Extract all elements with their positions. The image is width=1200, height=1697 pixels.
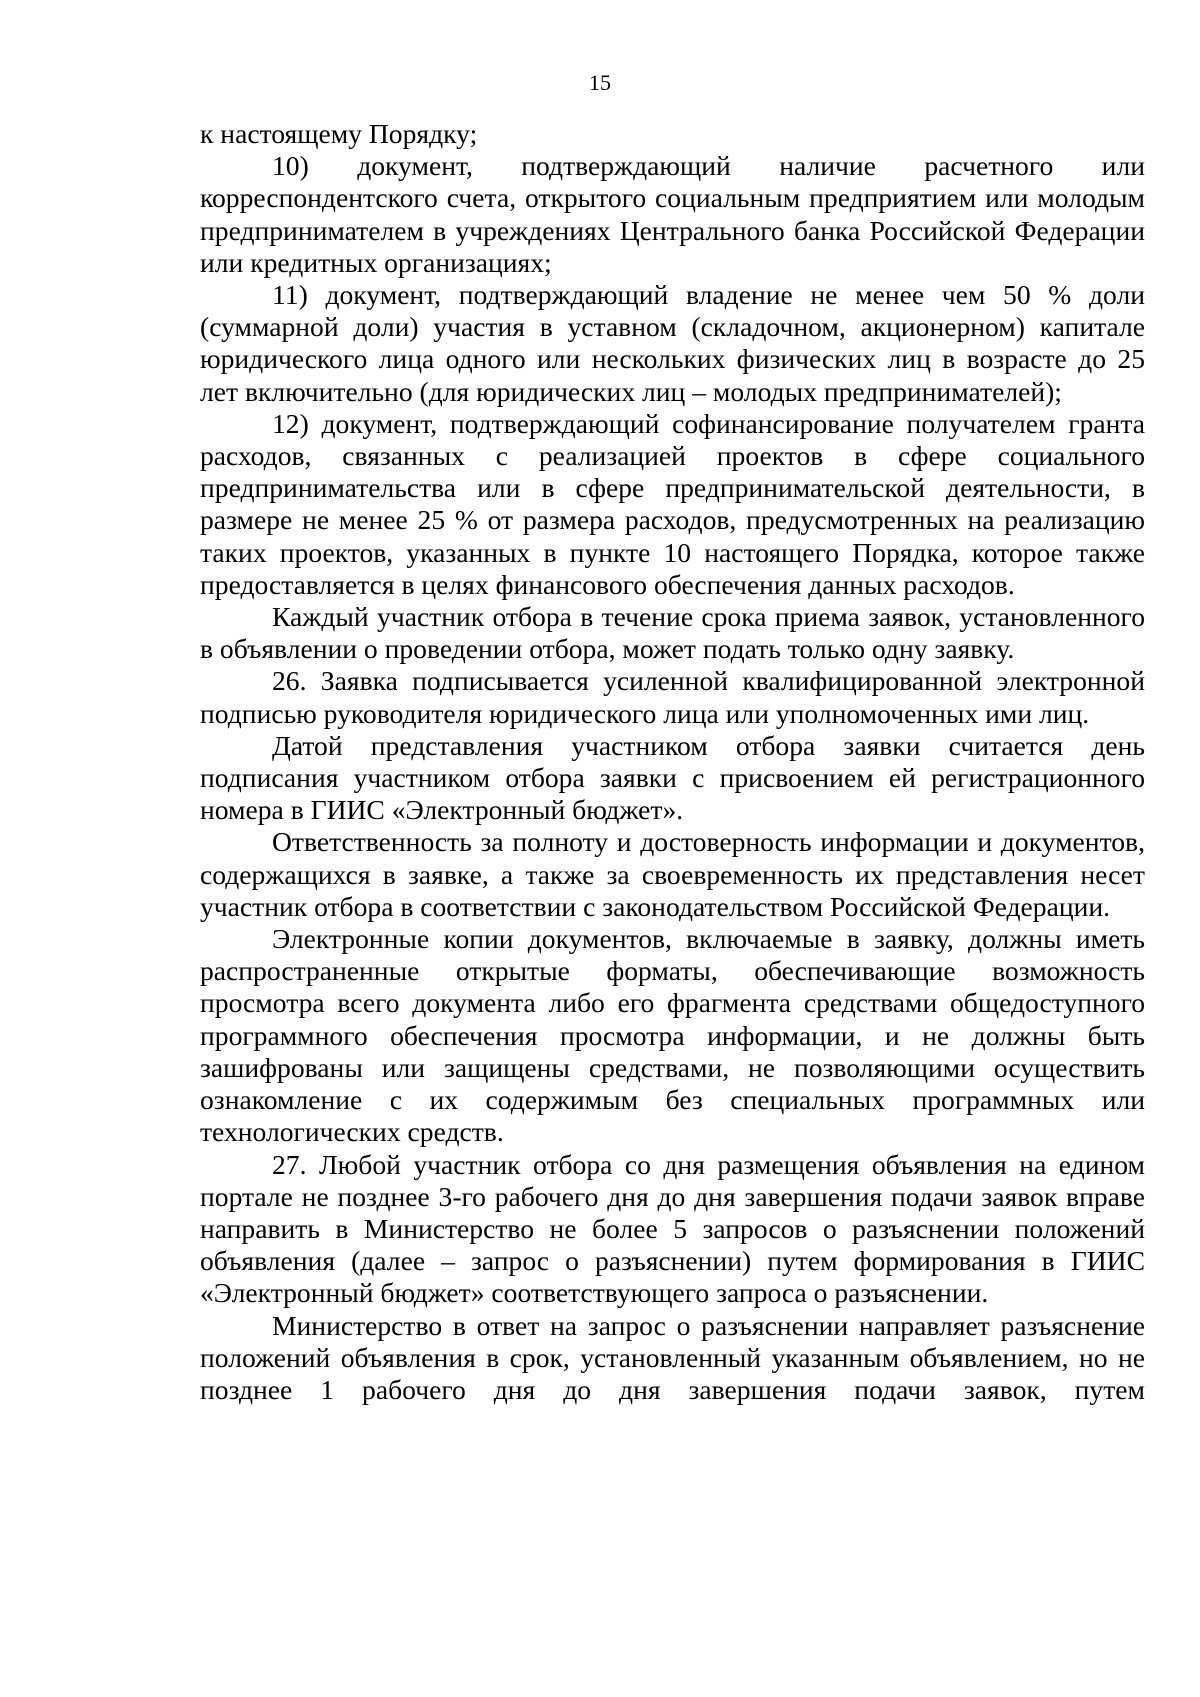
paragraph-26: 26. Заявка подписывается усиленной квалифицированной электронной подписью руководителя юридического лица или уполномоченных ими лиц. (200, 665, 1145, 729)
paragraph-item-11: 11) документ, подтверждающий владение не менее чем 50 % доли (суммарной доли) участия в уставном (складочном, акционерном) капитале юридического лица одного или нескольких физических лиц в возрасте до 25 лет включительно (для юридических лиц – молодых предпринимателей); (200, 279, 1145, 407)
paragraph-responsibility: Ответственность за полноту и достоверность информации и документов, содержащихся в заявке, а также за своевременность их представления несет участник отбора в соответствии с законодательством Российской Федерации. (200, 826, 1145, 922)
paragraph-one-application: Каждый участник отбора в течение срока приема заявок, установленного в объявлении о проведении отбора, может подать только одну заявку. (200, 601, 1145, 665)
paragraph-electronic-copies: Электронные копии документов, включаемые в заявку, должны иметь распространенные открытые форматы, обеспечивающие возможность просмотра всего документа либо его фрагмента средствами общедоступного программного обеспечения просмотра информации, и не должны быть зашифрованы или защищены средствами, не позволяющими осуществить ознакомление с их содержимым без специальных программных или технологических средств. (200, 923, 1145, 1148)
page-number: 15 (589, 70, 611, 95)
paragraph-continuation: к настоящему Порядку; (200, 118, 478, 149)
paragraph-ministry-response: Министерство в ответ на запрос о разъяснении направляет разъяснение положений объявления в срок, установленный указанным объявлением, но не позднее 1 рабочего дня до дня завершения подачи заявок, путем (200, 1309, 1145, 1405)
paragraph-submission-date: Датой представления участником отбора заявки считается день подписания участником отбора заявки с присвоением ей регистрационного номера в ГИИС «Электронный бюджет». (200, 729, 1145, 826)
paragraph-item-12: 12) документ, подтверждающий софинансирование получателем гранта расходов, связанных с реализацией проектов в сфере социального предпринимательства или в сфере предпринимательской деятельности, в размере не менее 25 % от размера расходов, предусмотренных на реализацию таких проектов, указанных в пункте 10 настоящего Порядка, которое также предоставляется в целях финансового обеспечения данных расходов. (200, 407, 1145, 600)
paragraph-27: 27. Любой участник отбора со дня размещения объявления на едином портале не позднее 3-го рабочего дня до дня завершения подачи заявок вправе направить в Министерство не более 5 запросов о разъяснении положений объявления (далее – запрос о разъяснении) путем формирования в ГИИС «Электронный бюджет» соответствующего запроса о разъяснении. (200, 1148, 1145, 1309)
document-body (200, 118, 1145, 1406)
paragraph-item-10: 10) документ, подтверждающий наличие расчетного или корреспондентского счета, открытого социальным предприятием или молодым предпринимателем в учреждениях Центрального банка Российской Федерации или кредитных организациях; (200, 150, 1145, 278)
